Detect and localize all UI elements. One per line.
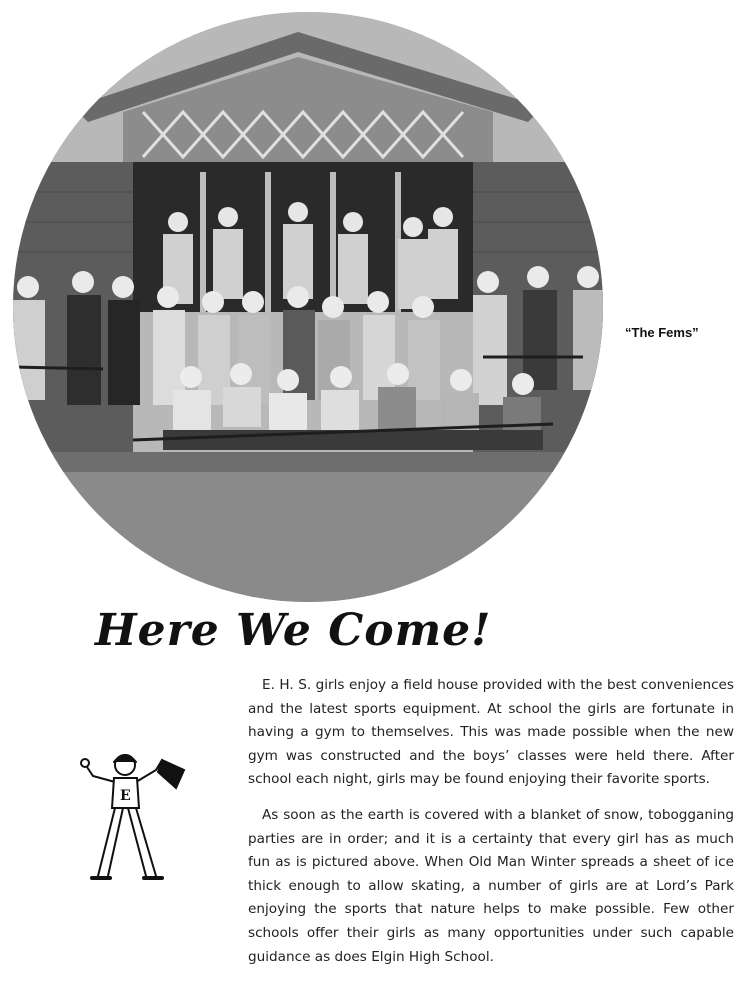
page-title: Here We Come! (95, 605, 492, 656)
photo-caption: “The Fems” (625, 325, 699, 340)
team-photo-drawing (13, 12, 603, 602)
cheerleader-megaphone-icon (78, 748, 193, 888)
cheerleader-drawing (78, 748, 193, 888)
sweater-letter: E (120, 788, 131, 804)
paragraph: As soon as the earth is covered with a blanket of snow, tobogganing parties are in order; and it is a certainty that every girl has as much fun as is pictured above. When Old Man Winter spreads a sheet of ice thick enough to allow skating, a number of girls are at Lord’s Park enjoying the sports that nature helps to make possible. Few other schools offer their girls as many opportunities under such capable guidance as does Elgin High School. (248, 806, 734, 965)
article-body (248, 674, 734, 981)
paragraph: E. H. S. girls enjoy a field house provided with the best conveniences and the latest sports equipment. At school the girls are fortunate in having a gym to themselves. This was made possible when the new gym was constructed and the boys’ classes were held there. After school each night, girls may be found enjoying their favorite sports. (248, 677, 734, 788)
team-photo (13, 12, 603, 602)
